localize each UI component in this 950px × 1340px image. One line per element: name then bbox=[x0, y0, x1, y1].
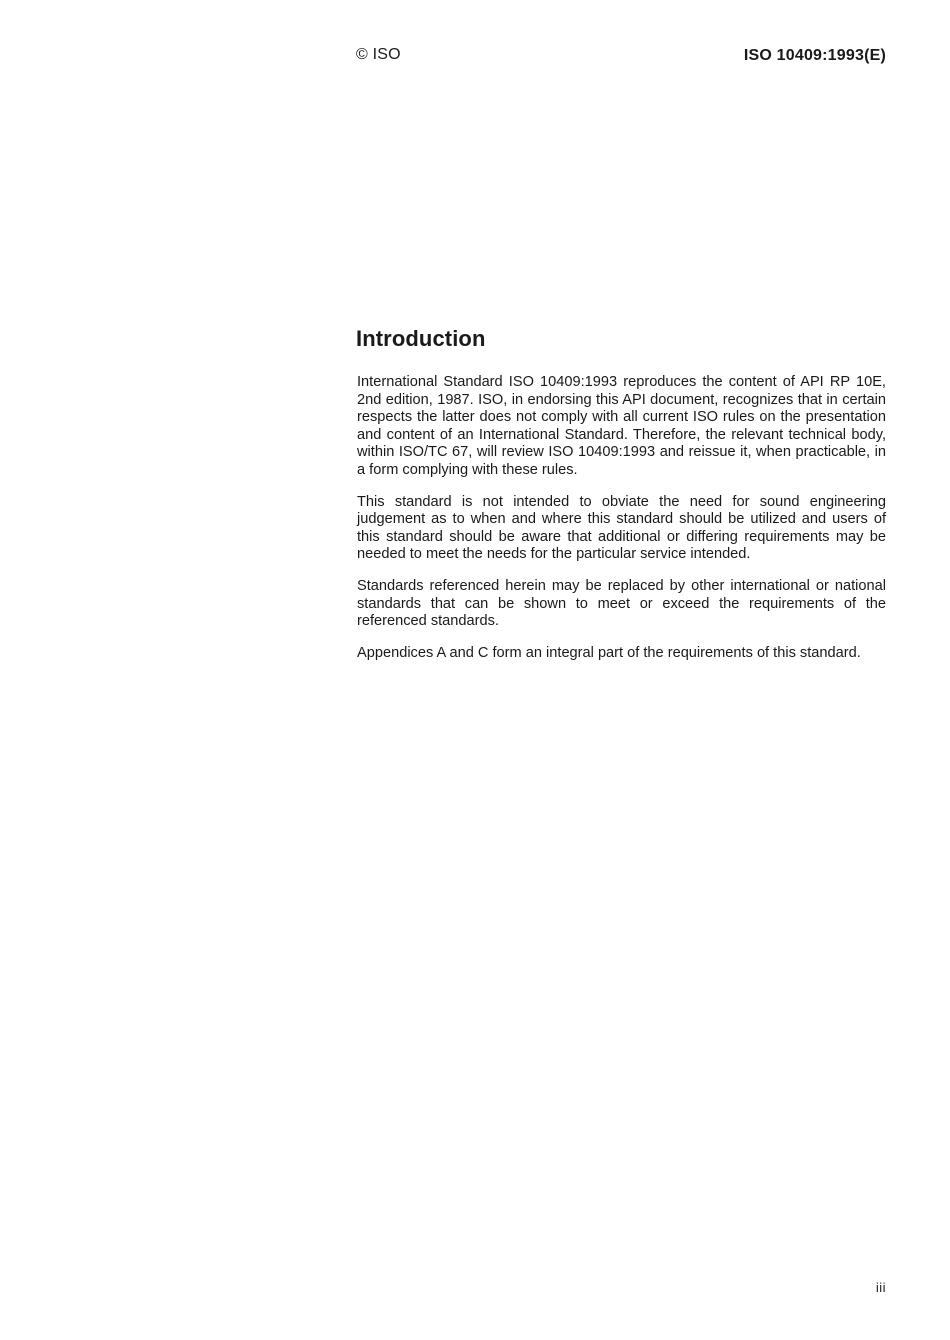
paragraph-1: International Standard ISO 10409:1993 reproduces the content of API RP 10E, 2nd edition, 1987. ISO, in endorsing this API document, recognizes that in certain respects the latter does not comply with all current ISO rules on the presentation and content of an International Standard. Therefore, the relevant technical body, within ISO/TC 67, will review ISO 10409:1993 and reissue it, when practicable, in a form complying with these rules. bbox=[357, 374, 886, 478]
paragraph-2: This standard is not intended to obviate the need for sound engineering judgement as to when and where this standard should be utilized and users of this standard should be aware that additional or differing requirements may be needed to meet the needs for the particular service intended. bbox=[357, 493, 886, 563]
document-number-header: ISO 10409:1993(E) bbox=[743, 47, 886, 64]
section-title: Introduction bbox=[356, 326, 486, 351]
introduction-body bbox=[357, 374, 886, 676]
paragraph-4: Appendices A and C form an integral part of the requirements of this standard. bbox=[357, 644, 861, 661]
page-number: iii bbox=[875, 1280, 886, 1295]
copyright-header: © ISO bbox=[356, 46, 401, 63]
paragraph-3: Standards referenced herein may be replaced by other international or national standards that can be shown to meet or exceed the requirements of the referenced standards. bbox=[357, 577, 886, 630]
